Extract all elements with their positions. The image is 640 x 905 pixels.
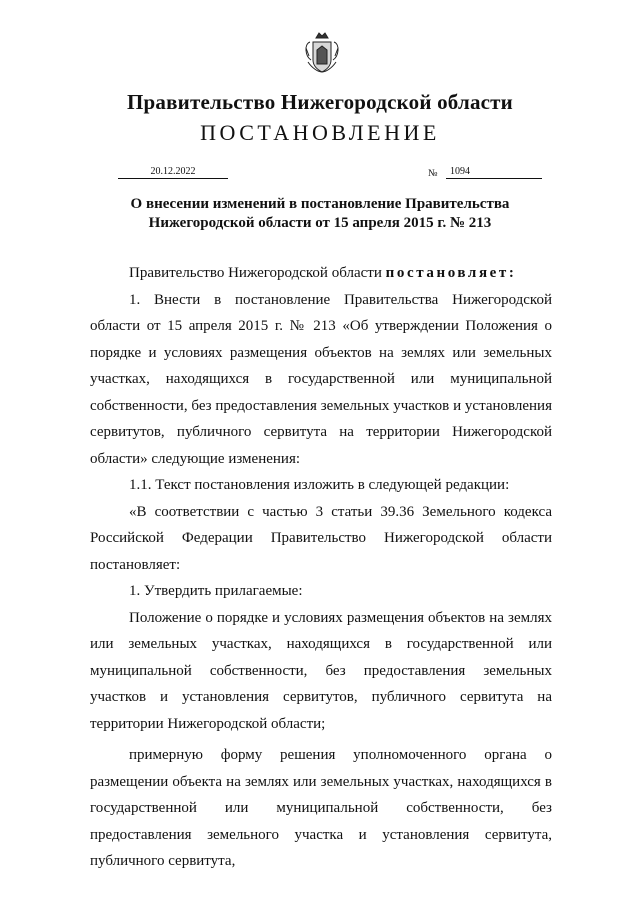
decree-body	[90, 260, 552, 875]
paragraph-approve: 1. Утвердить прилагаемые:	[129, 583, 303, 599]
paragraph-regulation: Положение о порядке и условиях размещения объектов на землях или земельных участках, находящихся в государственной или муниципальной собственности, без предоставления земельных участков и установления сервитутов, публичного сервитута на территории Нижегородской области;	[90, 609, 552, 732]
intro-decree-word: постановляет:	[385, 265, 517, 281]
decree-number: 1094	[446, 166, 542, 179]
decree-date: 20.12.2022	[118, 166, 228, 179]
number-sign: №	[428, 168, 438, 179]
subject-line-1: О внесении изменений в постановление Правительства	[130, 196, 510, 212]
decree-subject	[0, 195, 640, 233]
intro-prefix: Правительство Нижегородской области	[129, 265, 382, 281]
paragraph-quote-start: «В соответствии с частью 3 статьи 39.36 Земельного кодекса Российской Федерации Правительство Нижегородской области постановляет:	[90, 503, 552, 573]
paragraph-1-1: 1.1. Текст постановления изложить в следующей редакции:	[129, 477, 510, 493]
subject-line-2: Нижегородской области от 15 апреля 2015 г. № 213	[148, 215, 492, 231]
paragraph-form: примерную форму решения уполномоченного органа о размещении объекта на землях или земельных участках, находящихся в государственной или муниципальной собственности, без предоставления земельного участка и установления сервитута, публичного сервитута,	[90, 747, 552, 869]
coat-of-arms-icon	[302, 30, 342, 74]
document-type: ПОСТАНОВЛЕНИЕ	[200, 120, 440, 145]
paragraph-1: 1. Внести в постановление Правительства Нижегородской области от 15 апреля 2015 г. № 213 «Об утверждении Положения о порядке и условиях размещения объектов на землях или земельных участках, находящихся в государственной или муниципальной собственности, без предоставления земельных участков и установления сервитутов, публичного сервитута на территории Нижегородской области» следующие изменения:	[90, 291, 552, 467]
intro-paragraph	[90, 260, 552, 287]
government-name: Правительство Нижегородской области	[127, 90, 513, 114]
